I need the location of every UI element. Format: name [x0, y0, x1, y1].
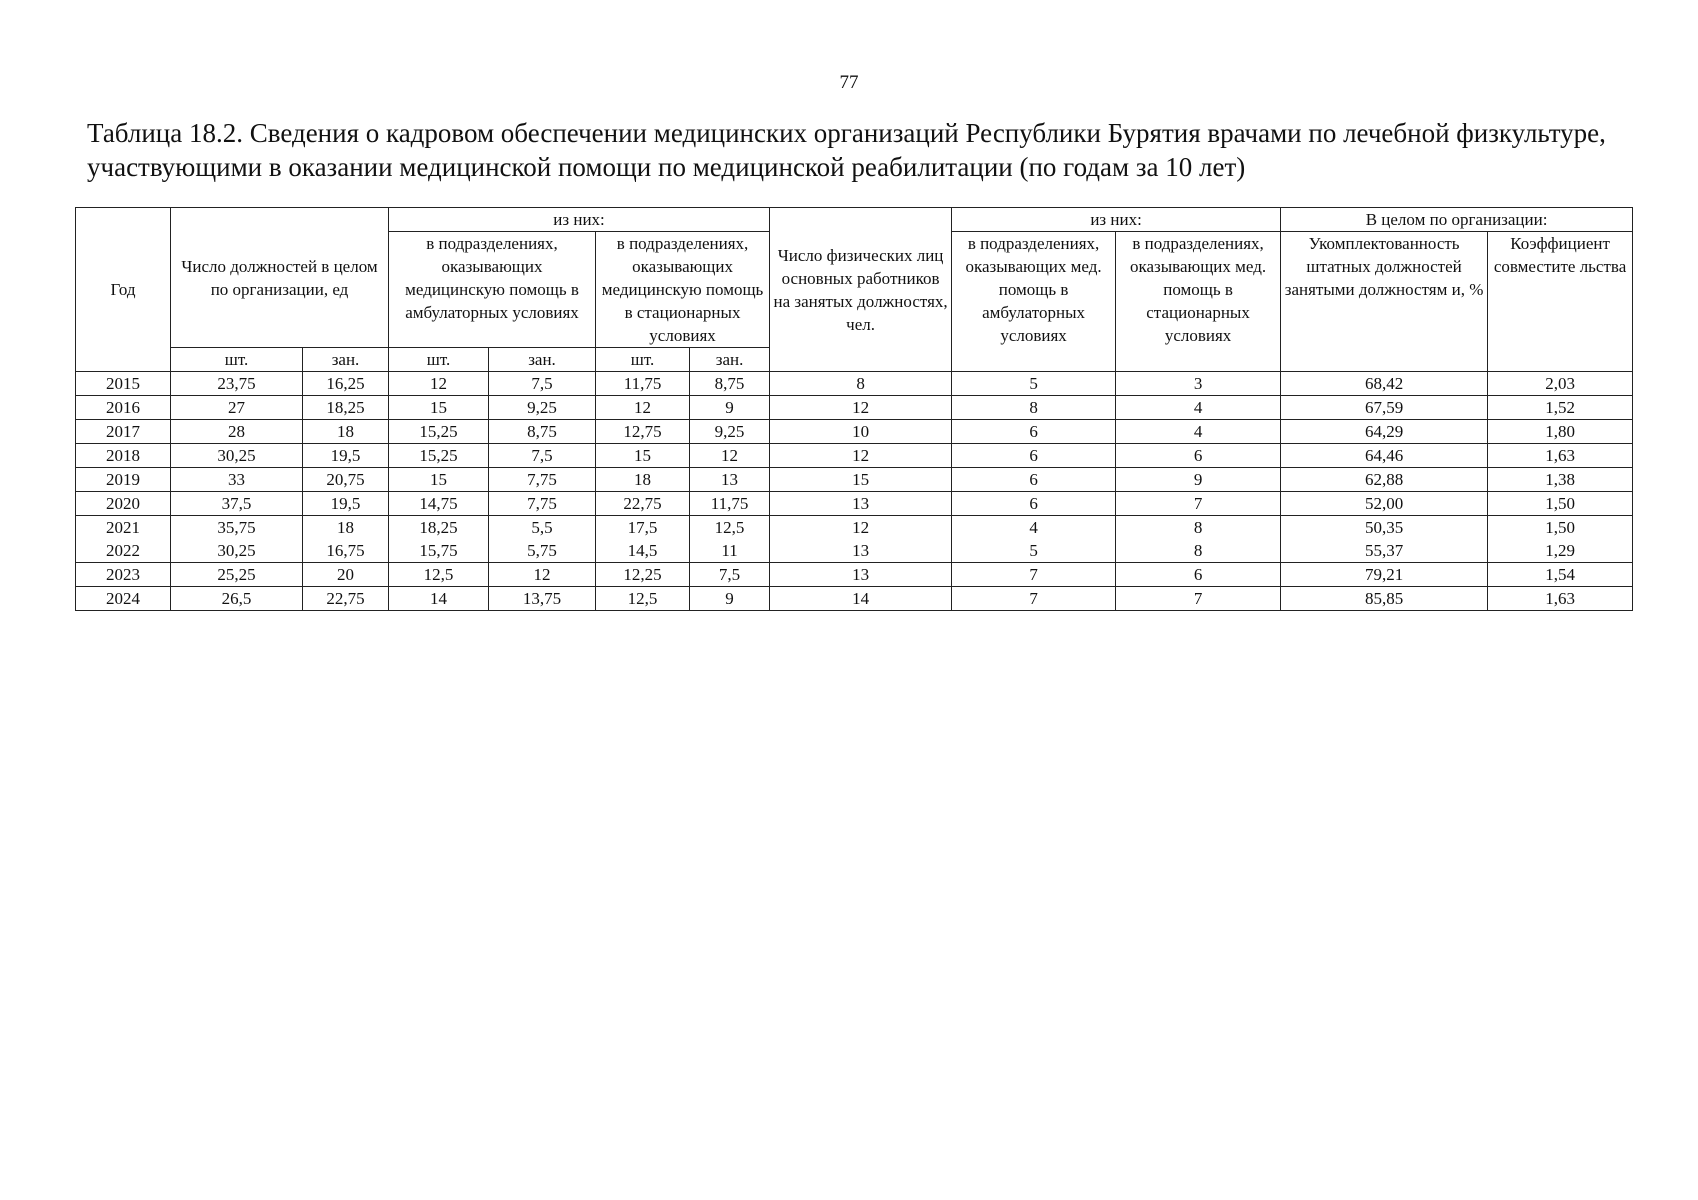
cell-positions-sht: 25,25 [171, 563, 303, 587]
header-of-them-positions: из них: [389, 208, 770, 232]
cell-persons-amb: 6 [952, 492, 1116, 516]
cell-persons: 13 [770, 563, 952, 587]
cell-year: 2017 [76, 420, 171, 444]
header-sht: шт. [596, 348, 690, 372]
cell-inp-sht: 12,25 [596, 563, 690, 587]
cell-persons: 12 [770, 396, 952, 420]
cell-persons: 14 [770, 587, 952, 611]
cell-amb-zan: 7,75 [489, 492, 596, 516]
cell-amb-sht: 15,75 [389, 539, 489, 563]
header-year: Год [76, 208, 171, 372]
cell-inp-sht: 12 [596, 396, 690, 420]
cell-year: 2024 [76, 587, 171, 611]
cell-inp-zan: 8,75 [690, 372, 770, 396]
header-zan: зан. [690, 348, 770, 372]
table-row [76, 468, 1633, 492]
cell-amb-sht: 14,75 [389, 492, 489, 516]
staffing-table [75, 207, 1633, 611]
cell-persons-amb: 8 [952, 396, 1116, 420]
table-row [76, 492, 1633, 516]
cell-inp-zan: 11,75 [690, 492, 770, 516]
cell-inp-sht: 15 [596, 444, 690, 468]
cell-persons-inp: 6 [1116, 444, 1281, 468]
table-row [76, 396, 1633, 420]
cell-coefficient: 2,03 [1488, 372, 1633, 396]
cell-positions-sht: 33 [171, 468, 303, 492]
cell-positions-zan: 19,5 [303, 492, 389, 516]
cell-coefficient: 1,63 [1488, 444, 1633, 468]
cell-persons: 12 [770, 444, 952, 468]
cell-persons-amb: 6 [952, 420, 1116, 444]
cell-staffing-pct: 68,42 [1281, 372, 1488, 396]
header-zan: зан. [489, 348, 596, 372]
cell-amb-zan: 5,5 [489, 516, 596, 540]
cell-positions-sht: 30,25 [171, 444, 303, 468]
cell-coefficient: 1,52 [1488, 396, 1633, 420]
header-sht: шт. [389, 348, 489, 372]
cell-year: 2023 [76, 563, 171, 587]
cell-positions-sht: 37,5 [171, 492, 303, 516]
cell-coefficient: 1,38 [1488, 468, 1633, 492]
cell-coefficient: 1,50 [1488, 516, 1633, 540]
table-row [76, 587, 1633, 611]
cell-inp-zan: 12,5 [690, 516, 770, 540]
cell-positions-zan: 20 [303, 563, 389, 587]
cell-persons-inp: 7 [1116, 587, 1281, 611]
cell-staffing-pct: 67,59 [1281, 396, 1488, 420]
cell-year: 2018 [76, 444, 171, 468]
cell-staffing-pct: 79,21 [1281, 563, 1488, 587]
cell-persons-amb: 5 [952, 539, 1116, 563]
cell-positions-zan: 22,75 [303, 587, 389, 611]
header-persons-inpatient: в подразделениях, оказывающих мед. помощь в стационарных условиях [1116, 232, 1281, 372]
cell-inp-sht: 17,5 [596, 516, 690, 540]
cell-persons-amb: 6 [952, 444, 1116, 468]
cell-persons-inp: 9 [1116, 468, 1281, 492]
cell-amb-zan: 12 [489, 563, 596, 587]
cell-amb-zan: 13,75 [489, 587, 596, 611]
header-persons: Число физических лиц основных работников на занятых должностях, чел. [770, 208, 952, 372]
cell-year: 2016 [76, 396, 171, 420]
cell-amb-zan: 7,75 [489, 468, 596, 492]
header-staffing: Укомплектованность штатных должностей занятыми должностям и, % [1281, 232, 1488, 372]
cell-staffing-pct: 62,88 [1281, 468, 1488, 492]
cell-year: 2022 [76, 539, 171, 563]
cell-amb-sht: 15 [389, 396, 489, 420]
cell-amb-sht: 18,25 [389, 516, 489, 540]
cell-coefficient: 1,63 [1488, 587, 1633, 611]
cell-persons-inp: 8 [1116, 516, 1281, 540]
cell-positions-zan: 16,75 [303, 539, 389, 563]
cell-amb-zan: 5,75 [489, 539, 596, 563]
cell-year: 2015 [76, 372, 171, 396]
cell-inp-zan: 9 [690, 396, 770, 420]
cell-amb-zan: 7,5 [489, 372, 596, 396]
table-row [76, 516, 1633, 540]
cell-persons: 8 [770, 372, 952, 396]
cell-persons-amb: 7 [952, 563, 1116, 587]
cell-inp-sht: 11,75 [596, 372, 690, 396]
cell-coefficient: 1,50 [1488, 492, 1633, 516]
cell-persons-inp: 4 [1116, 396, 1281, 420]
header-coefficient: Коэффициент совместите льства [1488, 232, 1633, 372]
cell-inp-sht: 12,5 [596, 587, 690, 611]
cell-positions-sht: 30,25 [171, 539, 303, 563]
cell-persons-amb: 5 [952, 372, 1116, 396]
cell-inp-sht: 22,75 [596, 492, 690, 516]
cell-amb-sht: 12,5 [389, 563, 489, 587]
table-row [76, 539, 1633, 563]
cell-staffing-pct: 64,29 [1281, 420, 1488, 444]
cell-persons: 15 [770, 468, 952, 492]
table-row [76, 563, 1633, 587]
cell-positions-zan: 18 [303, 420, 389, 444]
cell-persons-inp: 7 [1116, 492, 1281, 516]
cell-staffing-pct: 52,00 [1281, 492, 1488, 516]
cell-amb-sht: 14 [389, 587, 489, 611]
cell-persons-inp: 8 [1116, 539, 1281, 563]
cell-inp-zan: 12 [690, 444, 770, 468]
header-zan: зан. [303, 348, 389, 372]
cell-positions-zan: 19,5 [303, 444, 389, 468]
cell-amb-sht: 15,25 [389, 420, 489, 444]
cell-inp-sht: 18 [596, 468, 690, 492]
cell-amb-sht: 15 [389, 468, 489, 492]
cell-inp-zan: 11 [690, 539, 770, 563]
header-of-them-persons: из них: [952, 208, 1281, 232]
cell-staffing-pct: 55,37 [1281, 539, 1488, 563]
cell-amb-zan: 8,75 [489, 420, 596, 444]
cell-inp-sht: 14,5 [596, 539, 690, 563]
cell-coefficient: 1,80 [1488, 420, 1633, 444]
table-row [76, 420, 1633, 444]
cell-inp-zan: 13 [690, 468, 770, 492]
cell-staffing-pct: 50,35 [1281, 516, 1488, 540]
cell-inp-zan: 9 [690, 587, 770, 611]
cell-positions-zan: 18,25 [303, 396, 389, 420]
cell-positions-zan: 20,75 [303, 468, 389, 492]
cell-positions-sht: 35,75 [171, 516, 303, 540]
cell-staffing-pct: 85,85 [1281, 587, 1488, 611]
cell-positions-sht: 26,5 [171, 587, 303, 611]
cell-persons: 13 [770, 492, 952, 516]
table-title: Таблица 18.2. Сведения о кадровом обеспечении медицинских организаций Республики Бурятия врачами по лечебной физкультуре, участвующими в оказании медицинской помощи по медицинской реабилитации (по годам за 10 лет) [87, 118, 1606, 182]
cell-positions-sht: 28 [171, 420, 303, 444]
cell-amb-sht: 12 [389, 372, 489, 396]
cell-persons: 12 [770, 516, 952, 540]
cell-staffing-pct: 64,46 [1281, 444, 1488, 468]
header-ambulatory: в подразделениях, оказывающих медицинскую помощь в амбулаторных условиях [389, 232, 596, 348]
cell-persons-amb: 7 [952, 587, 1116, 611]
cell-positions-sht: 23,75 [171, 372, 303, 396]
cell-persons-inp: 4 [1116, 420, 1281, 444]
cell-inp-zan: 9,25 [690, 420, 770, 444]
header-inpatient: в подразделениях, оказывающих медицинскую помощь в стационарных условиях [596, 232, 770, 348]
cell-persons-amb: 4 [952, 516, 1116, 540]
header-sht: шт. [171, 348, 303, 372]
cell-persons: 10 [770, 420, 952, 444]
table-row [76, 372, 1633, 396]
cell-year: 2019 [76, 468, 171, 492]
cell-inp-zan: 7,5 [690, 563, 770, 587]
cell-year: 2021 [76, 516, 171, 540]
cell-positions-zan: 18 [303, 516, 389, 540]
cell-positions-zan: 16,25 [303, 372, 389, 396]
cell-persons-inp: 6 [1116, 563, 1281, 587]
cell-persons-amb: 6 [952, 468, 1116, 492]
header-org-total: В целом по организации: [1281, 208, 1633, 232]
page-number: 77 [839, 72, 859, 93]
cell-amb-sht: 15,25 [389, 444, 489, 468]
cell-persons: 13 [770, 539, 952, 563]
cell-coefficient: 1,54 [1488, 563, 1633, 587]
cell-inp-sht: 12,75 [596, 420, 690, 444]
cell-amb-zan: 7,5 [489, 444, 596, 468]
cell-positions-sht: 27 [171, 396, 303, 420]
header-positions-total: Число должностей в целом по организации, ед [171, 208, 389, 348]
cell-year: 2020 [76, 492, 171, 516]
cell-persons-inp: 3 [1116, 372, 1281, 396]
table-row [76, 444, 1633, 468]
header-persons-ambulatory: в подразделениях, оказывающих мед. помощь в амбулаторных условиях [952, 232, 1116, 372]
cell-amb-zan: 9,25 [489, 396, 596, 420]
cell-coefficient: 1,29 [1488, 539, 1633, 563]
